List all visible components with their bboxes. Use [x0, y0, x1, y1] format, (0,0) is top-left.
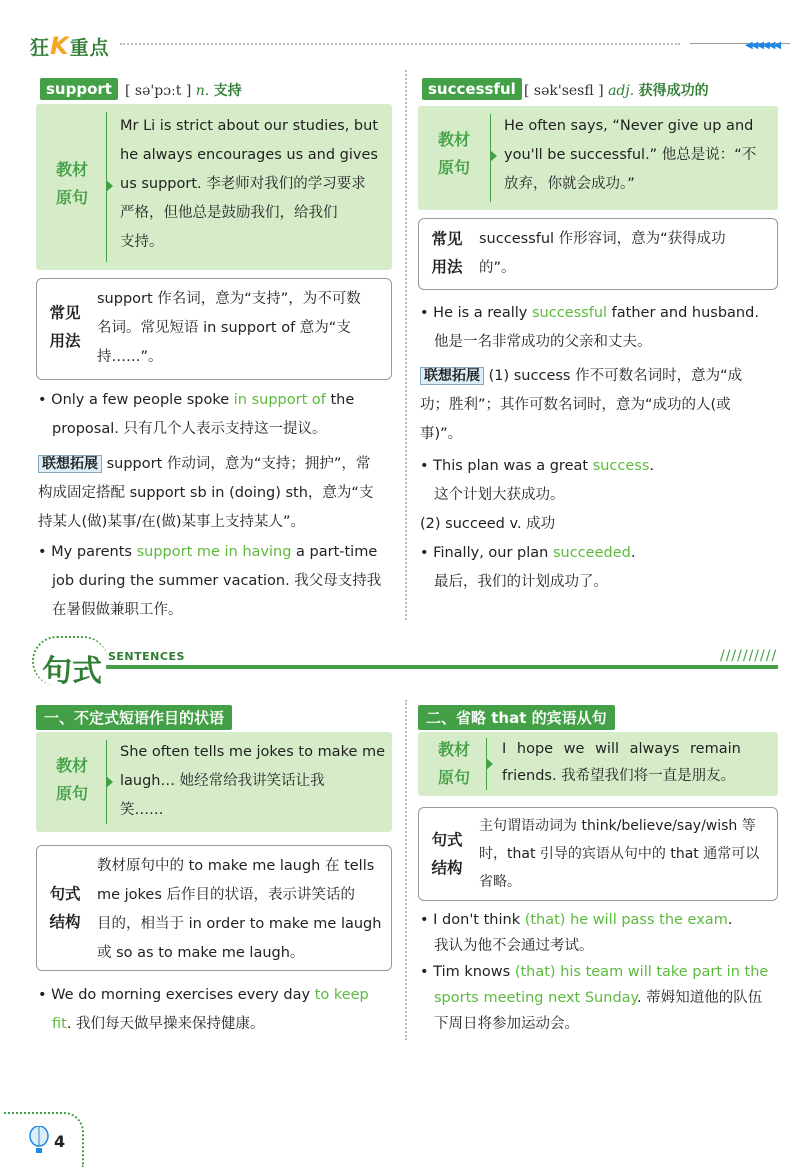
word-tag-support: support: [40, 78, 118, 100]
word-tag-successful: successful: [422, 78, 522, 100]
source-label-right: 教材 原句: [437, 130, 470, 177]
extension-tag: 联想拓展: [38, 455, 102, 473]
sentence-heading-2: 二、省略 that 的宾语从句: [418, 705, 615, 730]
header-arrows: ◀◀◀◀◀◀: [745, 40, 780, 51]
sentence-source-text-right: I hope we will always remain friends. 我希望我们将一直是朋友。: [502, 741, 741, 784]
sentence-structure-text-right: 主句谓语动词为 think/believe/say/wish 等 时，that 引导的宾语从句中的 that 通常可以 省略。: [479, 818, 760, 890]
example-support-2: • My parents support me in having a part-time job during the summer vacation. 我父母支持我 在暑假做兼职工作。: [38, 544, 382, 618]
extension-support: 联想拓展 support 作动词，意为“支持；拥护”，常 构成固定搭配 support sb in (doing) sth，意为“支 持某人(做)某事/在(做)某事上支持某人”。: [38, 456, 374, 530]
source-text: Mr Li is strict about our studies, but he always encourages us and gives us support. 李老师对我们的学习要求 严格，但他总是鼓励我们，给我们 支持。: [120, 118, 378, 250]
word-phonetic-right: [ sək'sesfl ] adj. 获得成功的: [524, 83, 709, 99]
pointer-icon: [106, 180, 113, 192]
column-divider: [405, 70, 407, 620]
source-box-right: [418, 106, 778, 210]
sentence-example-right-2: • Tim knows (that) his team will take part in the sports meeting next Sunday. 蒂姆知道他的队伍 下周日将参加运动会。: [420, 964, 769, 1032]
column-divider-lower: [405, 700, 407, 1040]
sentence-source-box: 教材 原句 She often tells me jokes to make me laugh… 她经常给我讲笑话让我 笑……: [36, 732, 392, 832]
usage-text-right: successful 作形容词，意为“获得成功 的”。: [479, 231, 726, 276]
extension-successful: 联想拓展 (1) success 作不可数名词时，意为“成 功；胜利”；其作可数名词时，意为“成功的人(或 事)”。: [420, 368, 743, 442]
sentence-source-box-right: 教材 原句 I hope we will always remain friends. 我希望我们将一直是朋友。: [418, 732, 778, 796]
usage-label-right: 常见 用法: [431, 230, 463, 276]
usage-box: [36, 278, 392, 380]
source-box: [36, 104, 392, 270]
page-number: 4: [54, 1132, 66, 1151]
sentence-structure-box-right: 句式 结构 主句谓语动词为 think/believe/say/wish 等 时，that 引导的宾语从句中的 that 通常可以 省略。: [418, 807, 778, 901]
brand-logo: 狂K重点: [30, 32, 110, 60]
section-bar: [106, 665, 778, 669]
usage-text: support 作名词，意为“支持”，为不可数 名词。常见短语 in support of 意为“支 持……”。: [97, 291, 361, 365]
pointer-icon: [106, 776, 113, 788]
example-successful-2: • This plan was a great success. 这个计划大获成功。 (2) succeed v. 成功 • Finally, our plan succeeded. 最后，我们的计划成功了。: [420, 458, 655, 590]
sentence-structure-box: 句式 结构 教材原句中的 to make me laugh 在 tells me jokes 后作目的状语，表示讲笑话的 目的，相当于 in order to make me laugh 或 so as to make me laugh。: [36, 845, 392, 971]
sentence-example-left: • We do morning exercises every day to keep fit. 我们每天做早操来保持健康。: [38, 987, 369, 1032]
section-slashes: //////////: [720, 648, 778, 664]
sentence-structure-text: 教材原句中的 to make me laugh 在 tells me jokes 后作目的状语，表示讲笑话的 目的，相当于 in order to make me laugh 或 so as to make me laugh。: [97, 858, 382, 961]
usage-box-right: [418, 218, 778, 290]
pointer-icon: [490, 150, 497, 162]
pointer-icon: [486, 758, 493, 770]
section-title: 句式: [42, 654, 102, 689]
section-subtitle: SENTENCES: [108, 650, 185, 663]
example-support-1: • Only a few people spoke in support of the proposal. 只有几个人表示支持这一提议。: [38, 392, 355, 437]
word-phonetic: [ sə'pɔːt ] n. 支持: [125, 83, 242, 99]
sentence-example-right-1: • I don't think (that) he will pass the exam. 我认为他不会通过考试。: [420, 912, 733, 954]
sentence-source-text: She often tells me jokes to make me laugh… 她经常给我讲笑话让我 笑……: [120, 744, 386, 818]
usage-label: 常见 用法: [49, 304, 81, 350]
balloon-icon: [28, 1126, 50, 1158]
source-label: 教材 原句: [55, 160, 88, 207]
header-divider: [120, 43, 680, 45]
extension-tag: 联想拓展: [420, 367, 484, 385]
sentence-heading-1: 一、不定式短语作目的状语: [36, 705, 232, 730]
example-successful-1: • He is a really successful father and husband. 他是一名非常成功的父亲和丈夫。: [420, 305, 759, 350]
source-text-right: He often says, “Never give up and you'll be successful.” 他总是说：“不 放弃，你就会成功。”: [504, 118, 757, 192]
